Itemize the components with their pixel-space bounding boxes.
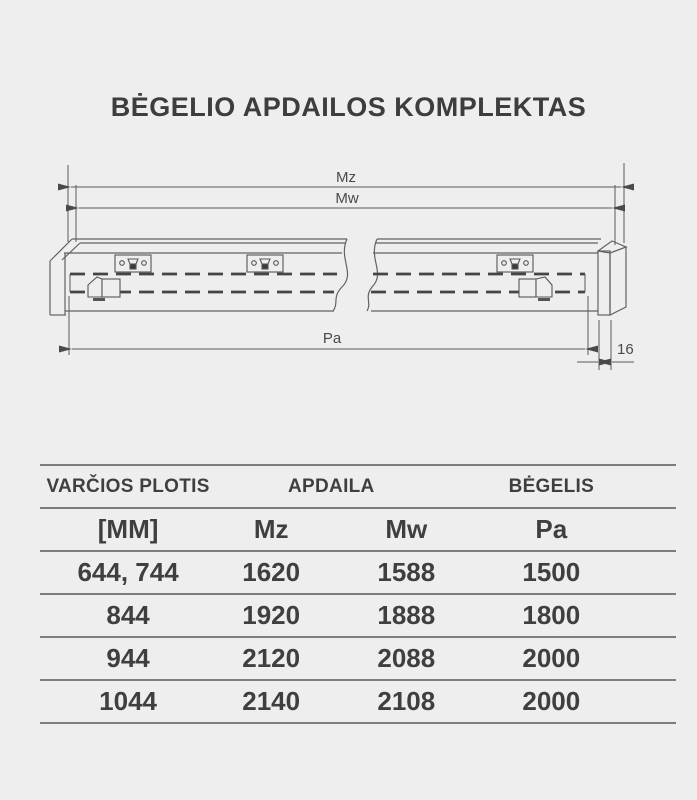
roller-carriage-left [88,277,120,301]
inner-rail-dashed [70,274,585,292]
mounting-bracket [115,255,151,272]
cell-mw: 2108 [377,686,436,716]
table-row [40,679,676,722]
group-header-door-width: VARČIOS PLOTIS [46,475,210,497]
column-header-mw: Mw [385,514,428,544]
column-header-mm: [MM] [97,514,159,544]
table-column-header-row [40,507,676,550]
cell-door-width: 1044 [99,686,157,716]
cell-door-width: 944 [106,643,150,673]
table-row [40,636,676,679]
cell-pa: 2000 [522,686,581,716]
dim-mz-label: Mz [336,169,356,186]
inner-rail-ends [70,274,585,292]
cell-mw: 1888 [377,600,436,630]
group-header-trim: APDAILA [288,475,375,497]
page-title: BĖGELIO APDAILOS KOMPLEKTAS [110,92,587,122]
dim-cap-thickness-label: 16 [617,341,634,358]
cell-mw: 2088 [377,643,436,673]
spec-table [40,464,676,724]
cell-mw: 1588 [377,557,436,587]
dim-pa-label: Pa [322,330,342,347]
cell-mz: 1920 [242,600,301,630]
column-header-mz: Mz [253,514,289,544]
cell-pa: 1500 [522,557,581,587]
cell-door-width: 644, 744 [77,557,179,587]
group-header-rail: BĖGELIS [508,475,595,497]
cell-pa: 2000 [522,643,581,673]
rail-right-segment [367,239,626,315]
dim-mw-label: Mw [335,190,359,207]
roller-carriage-right [519,277,552,301]
mounting-bracket [247,255,283,272]
table-row [40,550,676,593]
rail-technical-drawing [0,155,697,400]
mounting-bracket [497,255,533,272]
cell-mz: 1620 [242,557,301,587]
column-header-pa: Pa [535,514,568,544]
cell-mz: 2120 [242,643,301,673]
rail-left-segment [50,239,348,315]
cell-pa: 1800 [522,600,581,630]
cell-mz: 2140 [242,686,301,716]
table-group-header-row [40,464,676,507]
table-row [40,593,676,636]
cell-door-width: 844 [106,600,150,630]
